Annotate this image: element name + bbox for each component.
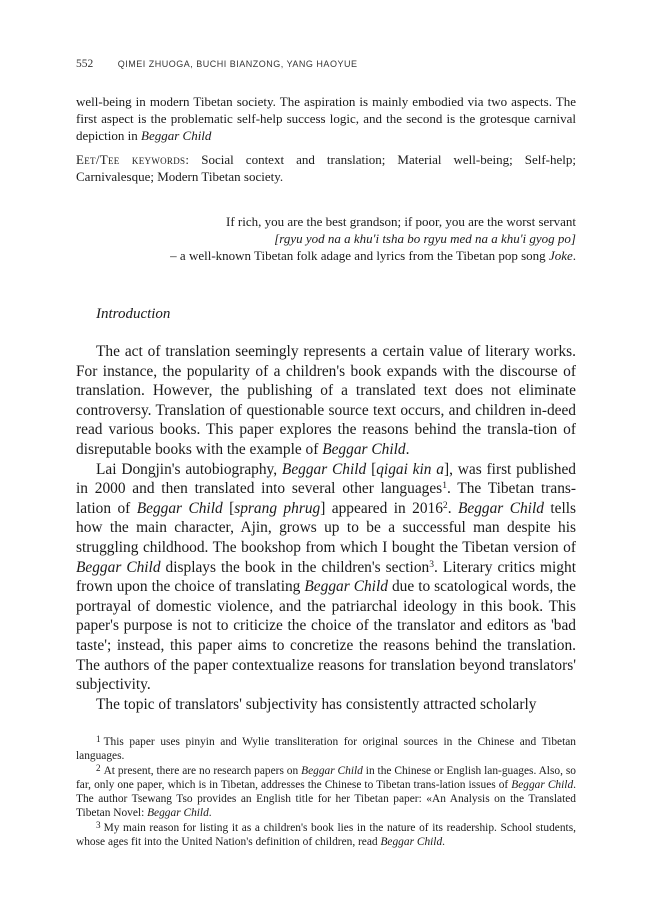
footnote-number: 2 xyxy=(96,762,101,773)
book-title: Beggar Child xyxy=(380,836,443,849)
footnote-text: . xyxy=(442,836,446,849)
epigraph xyxy=(76,213,576,264)
book-title: Beggar Child xyxy=(322,440,406,458)
transliteration: qigai kin a xyxy=(376,460,444,478)
abstract-text: well-being in modern Tibetan society. The aspiration is mainly embodied via two aspects. The first aspect is the problematic self-help success logic, and the second is the grotesque carnival depiction in xyxy=(76,94,576,143)
book-title: Beggar Child xyxy=(457,499,544,517)
footnote-text: . The author Tsewang Tso provides an English title for her Tibetan paper: «An Analysis on the Translated Tibetan Novel: xyxy=(76,778,576,820)
epigraph-source-end: . xyxy=(572,248,576,263)
footnote-text: . xyxy=(208,807,212,820)
footnote-number: 3 xyxy=(96,820,101,831)
page-number: 552 xyxy=(76,58,94,70)
book-title: Beggar Child xyxy=(147,807,209,820)
epigraph-source xyxy=(76,247,576,264)
book-title: Beggar Child xyxy=(511,778,574,791)
epigraph-transliteration-text: [rgyu yod na a khu'i tsha bo rgyu med na a khu'i gyog po] xyxy=(274,231,576,246)
footnotes xyxy=(76,735,576,849)
song-title: Joke xyxy=(548,248,573,263)
epigraph-line: If rich, you are the best grandson; if poor, you are the worst servant xyxy=(225,214,576,229)
body-text-run: [ xyxy=(222,499,235,517)
keywords-text: Social context and translation; Material well-being; Self-help; Carnivalesque; Modern Tibetan society. xyxy=(76,152,576,184)
body-paragraph xyxy=(76,342,576,460)
keywords-label: Eet/Tee keywords: xyxy=(76,152,190,167)
footnote-text: in the Chinese or English lan-guages. Also, so far, only one paper, which is in Tibetan, addresses the Chinese to Tibetan trans-lation issues of xyxy=(76,764,576,791)
body-text-run: ] appeared in 2016 xyxy=(320,499,443,517)
footnote-text: This paper uses pinyin and Wylie transliteration for original sources in the Chinese and Tibetan languages. xyxy=(76,736,576,763)
footnote-ref[interactable]: 2 xyxy=(442,499,448,511)
book-title: Beggar Child xyxy=(301,764,363,777)
book-title: Beggar Child xyxy=(141,128,212,143)
body-text-run: [ xyxy=(366,460,377,478)
body-text-run: . The Tibetan trans-lation of xyxy=(76,480,577,517)
running-header-authors: QIMEI ZHUOGA, BUCHI BIANZONG, YANG HAOYUE xyxy=(117,59,358,69)
body-text xyxy=(76,342,576,714)
footnote-number: 1 xyxy=(96,734,101,745)
body-text-run: . xyxy=(447,499,458,517)
footnote-ref[interactable]: 1 xyxy=(442,479,447,491)
epigraph-transliteration xyxy=(76,230,576,247)
abstract-paragraph xyxy=(76,93,576,144)
footnote xyxy=(76,764,576,821)
body-paragraph xyxy=(76,695,576,715)
body-text-run: Lai Dongjin's autobiography, xyxy=(96,460,282,478)
body-text-run: The act of translation seemingly represents a certain value of literary works. For instance, the popularity of a children's book expands with the discourse of translation. However, the publishing of a translated text does not eliminate controversy. Translation of questionable source text occurs, and children in-deed read various books. This paper explores the reasons behind the transla-tion of disreputable books with the example of xyxy=(76,343,576,458)
abstract xyxy=(76,93,576,185)
keywords xyxy=(76,151,576,185)
footnote xyxy=(76,735,576,764)
body-text-run: tells how the main character, Ajin, grows up to be a successful man despite his struggling childhood. The bookshop from which I bought the Tibetan version of xyxy=(76,499,576,556)
book-title: Beggar Child xyxy=(76,558,161,576)
book-title: Beggar Child xyxy=(304,578,388,596)
footnote xyxy=(76,821,576,850)
epigraph-source-text: – a well-known Tibetan folk adage and lyrics from the Tibetan pop song xyxy=(170,248,549,263)
body-text-run: displays the book in the children's section xyxy=(160,558,430,576)
footnote-ref[interactable]: 3 xyxy=(429,558,434,570)
body-text-run: ], was first published in 2000 and then translated into several other languages xyxy=(76,460,576,498)
book-title: Beggar Child xyxy=(136,499,223,517)
body-paragraph xyxy=(76,460,576,695)
footnote-text: My main reason for listing it as a children's book lies in the nature of its readership. School students, whose ages fit into the United Nation's definition of children, read xyxy=(76,821,576,849)
transliteration: sprang phrug xyxy=(234,499,321,517)
body-text-run: due to scatological words, the portrayal of domestic violence, and the patriarchal ideology in this book. This paper's purpose is not to criticize the choice of the translator and editors as 'bad taste'; instead, this paper aims to concretize the reasons behind the translation. The authors of the paper contextualize reasons for translation beyond translators' subjectivity. xyxy=(76,578,576,694)
running-header xyxy=(76,58,357,70)
book-title: Beggar Child xyxy=(281,460,367,478)
section-heading: Introduction xyxy=(96,306,171,322)
body-text-run: The topic of translators' subjectivity has consistently attracted scholarly xyxy=(96,695,537,713)
body-text-run: . xyxy=(405,440,410,458)
body-text-run: . Literary critics might frown upon the choice of translating xyxy=(76,558,576,596)
footnote-text: At present, there are no research papers on xyxy=(103,764,302,777)
